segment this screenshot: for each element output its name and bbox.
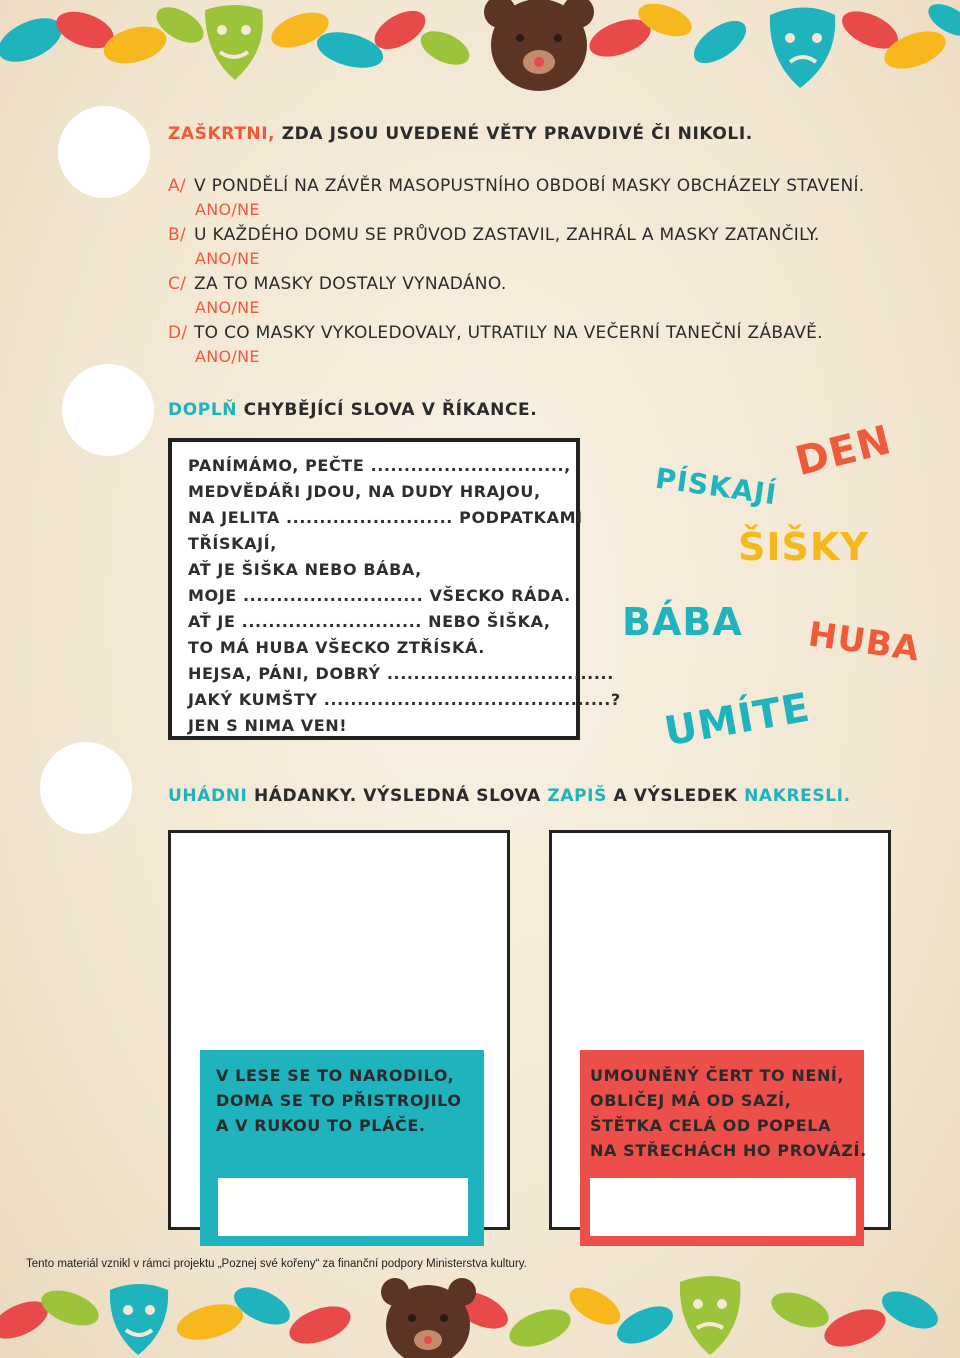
poem-line: NA JELITA ......................... PODPATKAMI [188,508,583,527]
poem-line: AŤ JE ........................... NEBO ŠIŠKA, [188,612,551,631]
theater-mask-icon [205,5,263,80]
top-decoration-banner [0,0,960,100]
word-bank-piskaji: PÍSKAJÍ [653,461,780,512]
riddle-line: A V RUKOU TO PLÁČE. [216,1116,426,1135]
task1-heading-rest: ZDA JSOU UVEDENÉ VĚTY PRAVDIVÉ ČI NIKOLI. [275,124,753,144]
riddle-line: OBLIČEJ MÁ OD SAZÍ, [590,1091,792,1110]
theater-mask-icon [770,8,835,89]
word-bank-umite: UMÍTE [661,684,814,756]
task2-heading-rest: CHYBĚJÍCÍ SLOVA V ŘÍKANCE. [237,400,538,420]
word-bank-sisky: ŠIŠKY [738,525,869,569]
poem-line: TO MÁ HUBA VŠECKO ZTŘÍSKÁ. [188,638,485,657]
answer-choice[interactable]: ANO/NE [195,249,260,268]
question-text: V PONDĚLÍ NA ZÁVĚR MASOPUSTNÍHO OBDOBÍ MASKY OBCHÁZELY STAVENÍ. [194,176,865,196]
poem-line: MOJE ........................... VŠECKO RÁDA. [188,586,571,605]
word-bank-huba: HUBA [805,614,923,670]
bottom-decoration-banner [0,1270,960,1358]
poem-line: PANÍMÁMO, PEČTE ............................., [188,456,571,475]
question-label: C/ [168,274,187,294]
theater-mask-icon [680,1276,741,1355]
answer-choice[interactable]: ANO/NE [195,298,260,317]
question-text: TO CO MASKY VYKOLEDOVALY, UTRATILY NA VEČERNÍ TANEČNÍ ZÁBAVĚ. [194,323,823,343]
question-c [168,274,507,294]
task3-heading-part: A VÝSLEDEK [606,786,745,806]
bear-mask-icon [484,0,594,91]
riddle-right [580,1050,867,1246]
footer-credit: Tento materiál vznikl v rámci projektu „Poznej své kořeny“ za finanční podpory Ministerstva kultury. [26,1258,527,1270]
poem-line: HEJSA, PÁNI, DOBRÝ .................................. [188,664,614,683]
poem-line: AŤ JE ŠIŠKA NEBO BÁBA, [188,560,422,579]
riddle-answer-field[interactable] [590,1178,856,1236]
binder-hole [40,742,132,834]
riddle-line: V LESE SE TO NARODILO, [216,1066,455,1085]
task3-heading-part: UHÁDNI [168,786,248,806]
riddle-answer-field[interactable] [218,1178,468,1236]
task3-heading-part: ZAPIŠ [547,786,607,806]
binder-hole [62,364,154,456]
riddle-line: DOMA SE TO PŘISTROJILO [216,1091,462,1110]
question-a [168,176,865,196]
question-label: D/ [168,323,188,343]
task3-heading-part: NAKRESLI. [744,786,851,806]
word-bank-baba: BÁBA [622,600,743,644]
question-label: B/ [168,225,186,245]
riddle-line: NA STŘECHÁCH HO PROVÁZÍ. [590,1141,867,1160]
answer-choice[interactable]: ANO/NE [195,347,260,366]
task2-heading-action: DOPLŇ [168,400,238,420]
poem-line: JAKÝ KUMŠTY ...........................................? [188,690,621,709]
riddle-line: ŠTĚTKA CELÁ OD POPELA [590,1116,832,1135]
poem-line: JEN S NIMA VEN! [188,716,348,735]
theater-mask-icon [110,1284,168,1355]
question-text: U KAŽDÉHO DOMU SE PRŮVOD ZASTAVIL, ZAHRÁL A MASKY ZATANČILY. [194,225,820,245]
question-d [168,323,823,343]
answer-choice[interactable]: ANO/NE [195,200,260,219]
task1-heading [168,124,753,144]
task3-heading [168,786,851,806]
bear-mask-icon [381,1278,476,1358]
task2-heading [168,400,537,420]
poem-box [168,438,621,740]
poem-line: TŘÍSKAJÍ, [188,534,277,553]
task1-heading-action: ZAŠKRTNI, [168,124,276,144]
riddle-line: UMOUNĚNÝ ČERT TO NENÍ, [590,1066,845,1085]
question-text: ZA TO MASKY DOSTALY VYNADÁNO. [194,274,507,294]
poem-line: MEDVĚDÁŘI JDOU, NA DUDY HRAJOU, [188,482,541,501]
task3-heading-part: HÁDANKY. VÝSLEDNÁ SLOVA [247,786,548,806]
riddle-left [200,1050,484,1246]
word-bank-den: DEN [790,416,897,486]
binder-hole [58,106,150,198]
question-b [168,225,820,245]
question-label: A/ [168,176,186,196]
